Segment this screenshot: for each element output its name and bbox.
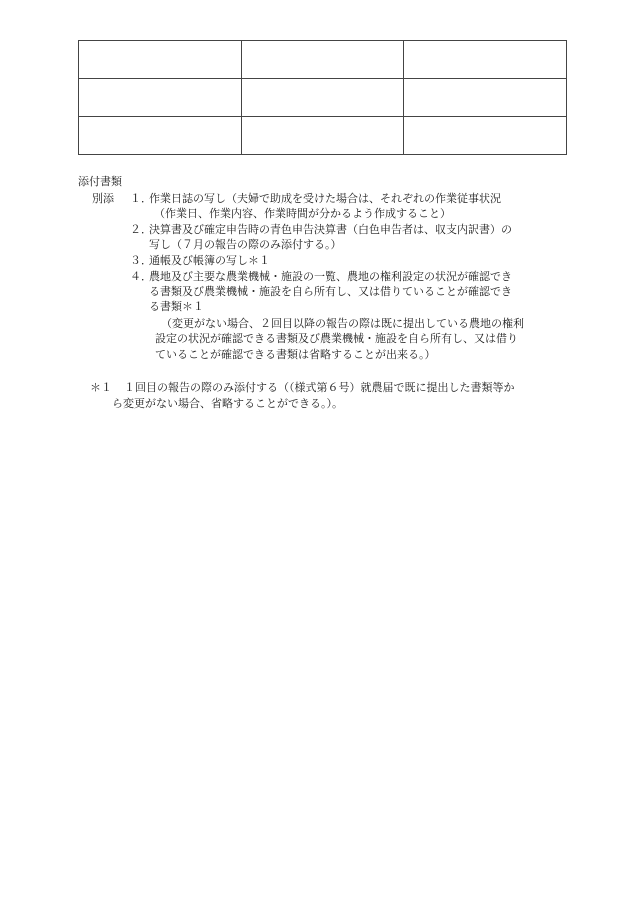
item-line: る書類及び農業機械・施設を自ら所有し、又は借りていることが確認でき bbox=[149, 285, 512, 298]
attachments-label: 別添 bbox=[92, 192, 114, 205]
table-row bbox=[79, 41, 567, 79]
table-cell bbox=[241, 79, 404, 117]
item-number: ２． bbox=[130, 223, 152, 236]
table-cell bbox=[404, 117, 567, 155]
table-cell bbox=[79, 79, 242, 117]
item-line: る書類＊１ bbox=[149, 300, 204, 313]
table-cell bbox=[241, 117, 404, 155]
footnote-line: ら変更がない場合、省略することができる。）。 bbox=[112, 397, 343, 410]
item-line: 農地及び主要な農業機械・施設の一覧、農地の権利設定の状況が確認でき bbox=[149, 270, 512, 283]
item-line: 通帳及び帳簿の写し＊１ bbox=[149, 254, 270, 267]
item-line: （作業日、作業内容、作業時間が分かるよう作成すること） bbox=[154, 207, 451, 220]
item-number: ３． bbox=[130, 254, 152, 267]
table-cell bbox=[79, 117, 242, 155]
table-cell bbox=[241, 41, 404, 79]
blank-table bbox=[78, 40, 567, 155]
table-cell bbox=[79, 41, 242, 79]
item-note-line: ていることが確認できる書類は省略することが出来る。） bbox=[155, 348, 436, 361]
item-number: ４． bbox=[130, 270, 152, 283]
table-cell bbox=[404, 41, 567, 79]
item-note-line: （変更がない場合、２回目以降の報告の際は既に提出している農地の権利 bbox=[161, 317, 524, 330]
table-row bbox=[79, 79, 567, 117]
item-line: 写し（７月の報告の際のみ添付する。） bbox=[149, 238, 342, 251]
footnote-line: １回目の報告の際のみ添付する（（様式第６号）就農届で既に提出した書類等か bbox=[124, 381, 515, 394]
attachments-heading: 添付書類 bbox=[78, 175, 122, 188]
footnote-mark: ＊１ bbox=[90, 381, 112, 394]
item-note-line: 設定の状況が確認できる書類及び農業機械・施設を自ら所有し、又は借り bbox=[155, 332, 518, 345]
item-line: 決算書及び確定申告時の青色申告決算書（白色申告者は、収支内訳書）の bbox=[149, 223, 512, 236]
item-number: １． bbox=[130, 192, 152, 205]
table-cell bbox=[404, 79, 567, 117]
item-line: 作業日誌の写し（夫婦で助成を受けた場合は、それぞれの作業従事状況 bbox=[149, 192, 501, 205]
table-row bbox=[79, 117, 567, 155]
